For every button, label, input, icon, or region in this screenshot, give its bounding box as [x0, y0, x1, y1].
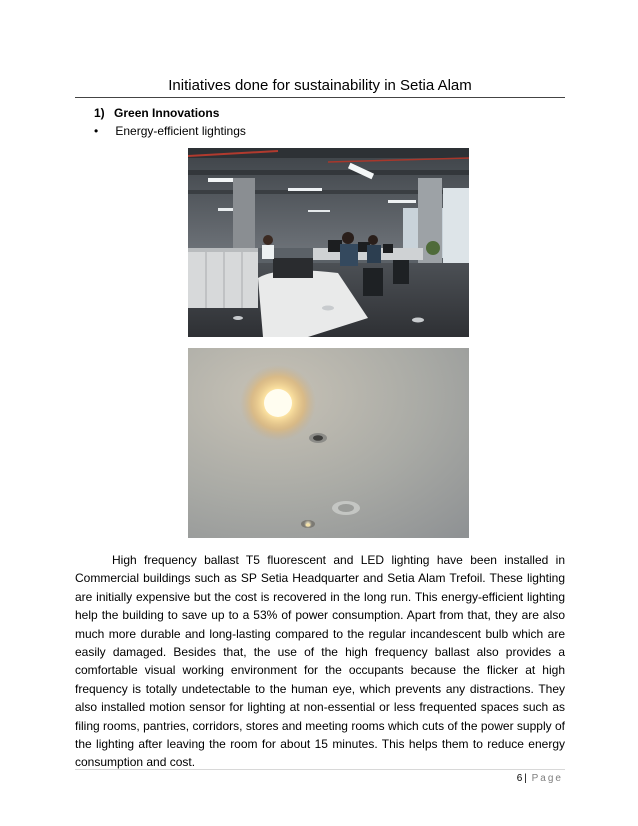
ceiling-light-illustration	[188, 348, 469, 538]
section-heading-text: Green Innovations	[114, 106, 220, 120]
bullet-dot-icon: •	[94, 124, 99, 138]
body-paragraph-text: High frequency ballast T5 fluorescent and LED lighting have been installed in Commercial buildings such as SP Setia Headquarter and Setia Alam Trefoil. These lighting are initially expensive but the cost is recovered in the long run. This energy-efficient lighting help the building to save up to a 53% of power consumption. Apart from that, they are also much more durable and long-lasting compared to the regular incandescent bulb which are easily damaged. Besides that, the use of the high frequency ballast also provides a comfortable visual working environment for the occupants because the flicker at high frequency is totally undetectable to the human eye, which prevents any distractions. They also installed motion sensor for lighting at non-essential or less frequented spaces such as filing rooms, pantries, corridors, stores and meeting rooms which cuts of the power supply of the lighting after leaving the room for about 15 minutes. This helps them to reduce energy consumption and cost.	[75, 553, 565, 770]
body-paragraph	[75, 551, 565, 772]
section-heading	[94, 106, 219, 120]
bullet-text: Energy-efficient lightings	[115, 124, 246, 138]
ceiling-light-photo	[188, 348, 469, 538]
page-footer	[517, 773, 563, 784]
office-photo	[188, 148, 469, 337]
page-title: Initiatives done for sustainability in Setia Alam	[168, 77, 472, 94]
footer-separator: |	[524, 773, 527, 784]
office-photo-illustration	[188, 148, 469, 337]
page-number: 6	[516, 773, 523, 784]
title-divider	[75, 97, 565, 98]
bullet-item	[94, 124, 246, 138]
section-number: 1)	[94, 106, 105, 120]
footer-divider	[75, 769, 565, 770]
page-label: Page	[531, 773, 563, 784]
